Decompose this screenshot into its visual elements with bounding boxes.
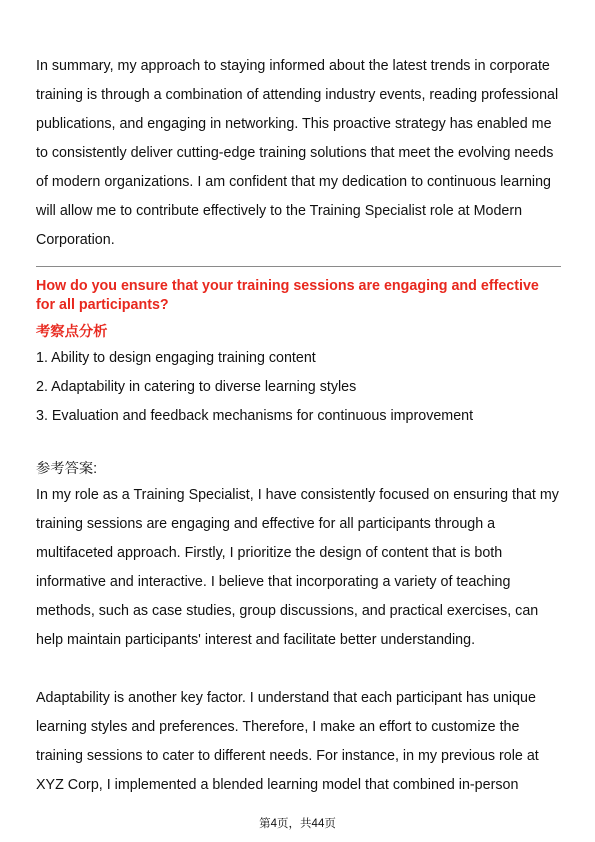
analysis-point: 1. Ability to design engaging training content [36, 350, 316, 366]
analysis-heading: 考察点分析 [36, 324, 108, 340]
page-number-footer: 第4页，共44页 [259, 818, 336, 830]
analysis-points-list [36, 344, 561, 431]
answer-paragraph: In my role as a Training Specialist, I have consistently focused on ensuring that my training sessions are engaging and effective for all participants through a multifaceted approach. Firstly, I prioritize the design of content that is both informative and interactive. I believe that incorporating a variety of teaching methods, such as case studies, group discussions, and practical exercises, can help maintain participants' interest and facilitate better understanding. [36, 487, 559, 648]
section-divider [36, 266, 561, 267]
answer-paragraph: Adaptability is another key factor. I understand that each participant has unique learning styles and preferences. Therefore, I make an effort to customize the training sessions to cater to different needs. For instance, in my previous role at XYZ Corp, I implemented a blended learning model that combined in-person [36, 690, 539, 793]
question-heading: How do you ensure that your training sessions are engaging and effective for all participants? [36, 278, 539, 313]
reference-answer-label: 参考答案: [36, 461, 98, 477]
analysis-point: 3. Evaluation and feedback mechanisms for continuous improvement [36, 408, 474, 424]
spacer [36, 431, 561, 457]
spacer [36, 655, 561, 684]
intro-paragraph: In summary, my approach to staying informed about the latest trends in corporate training is through a combination of attending industry events, reading professional publications, and engaging in networking. This proactive strategy has enabled me to consistently deliver cutting-edge training solutions that meet the evolving needs of modern organizations. I am confident that my dedication to continuous learning will allow me to contribute effectively to the Training Specialist role at Modern Corporation. [36, 58, 559, 248]
page-content [36, 52, 561, 800]
analysis-point: 2. Adaptability in catering to diverse learning styles [36, 379, 357, 395]
